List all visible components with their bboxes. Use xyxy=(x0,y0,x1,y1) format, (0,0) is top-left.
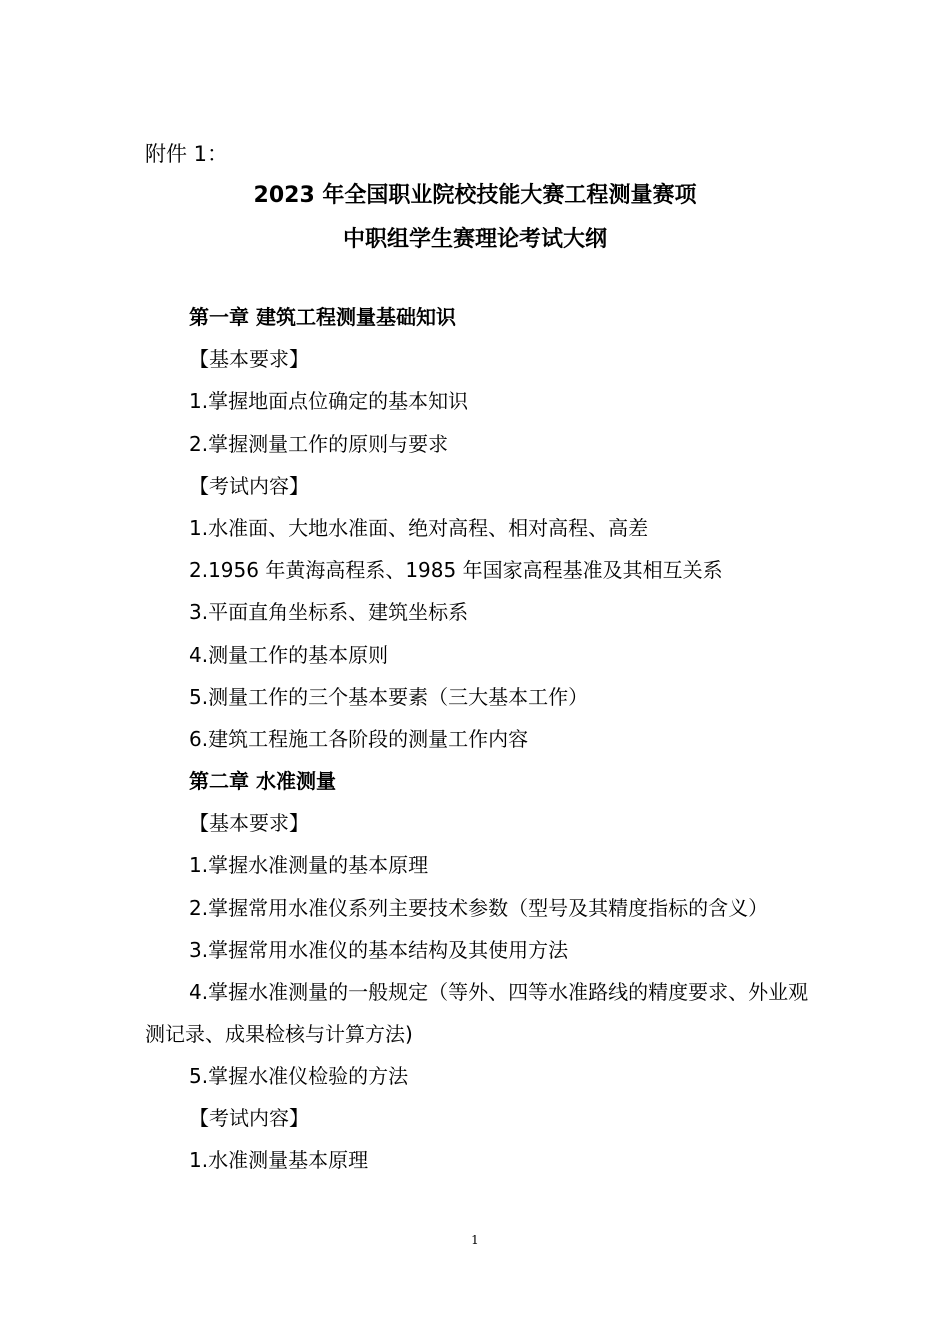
chapter-1-exam-content-item: 5.测量工作的三个基本要素（三大基本工作） xyxy=(189,684,589,709)
chapter-2-heading: 第二章 水准测量 xyxy=(189,769,336,794)
chapter-1-exam-content-item: 1.水准面、大地水准面、绝对高程、相对高程、高差 xyxy=(189,515,649,540)
page-number: 1 xyxy=(471,1233,479,1247)
chapter-1-exam-content-item: 2.1956 年黄海高程系、1985 年国家高程基准及其相互关系 xyxy=(189,558,723,583)
document-title-line-2: 中职组学生赛理论考试大纲 xyxy=(342,227,607,252)
chapter-1-exam-content-label: 【考试内容】 xyxy=(189,473,309,498)
chapter-2-basic-requirement-item: 2.掌握常用水准仪系列主要技术参数（型号及其精度指标的含义） xyxy=(189,895,769,920)
chapter-2-basic-requirement-item: 5.掌握水准仪检验的方法 xyxy=(189,1063,409,1088)
chapter-1-heading: 第一章 建筑工程测量基础知识 xyxy=(189,305,456,329)
chapter-2-basic-requirements-label: 【基本要求】 xyxy=(189,811,309,836)
chapter-1-basic-requirement-item: 2.掌握测量工作的原则与要求 xyxy=(189,431,449,456)
document-title-line-1: 2023 年全国职业院校技能大赛工程测量赛项 xyxy=(253,183,697,208)
chapter-1-exam-content-item: 6.建筑工程施工各阶段的测量工作内容 xyxy=(189,726,529,751)
chapter-2-exam-content-label: 【考试内容】 xyxy=(189,1106,309,1130)
chapter-1-basic-requirements-label: 【基本要求】 xyxy=(189,347,309,372)
chapter-2-exam-content-item: 1.水准测量基本原理 xyxy=(189,1148,369,1173)
chapter-1-basic-requirement-item: 1.掌握地面点位确定的基本知识 xyxy=(189,389,469,414)
chapter-1-exam-content-item: 3.平面直角坐标系、建筑坐标系 xyxy=(189,600,469,625)
document-body xyxy=(145,296,825,1181)
chapter-1-exam-content-item: 4.测量工作的基本原则 xyxy=(189,642,389,667)
chapter-2-basic-requirement-item: 4.掌握水准测量的一般规定（等外、四等水准路线的精度要求、外业观测记录、成果检核与计算方法) xyxy=(145,979,809,1046)
chapter-2-basic-requirement-item: 3.掌握常用水准仪的基本结构及其使用方法 xyxy=(189,937,569,962)
chapter-2-basic-requirement-item: 1.掌握水准测量的基本原理 xyxy=(189,853,429,878)
attachment-label: 附件 1： xyxy=(145,142,229,166)
